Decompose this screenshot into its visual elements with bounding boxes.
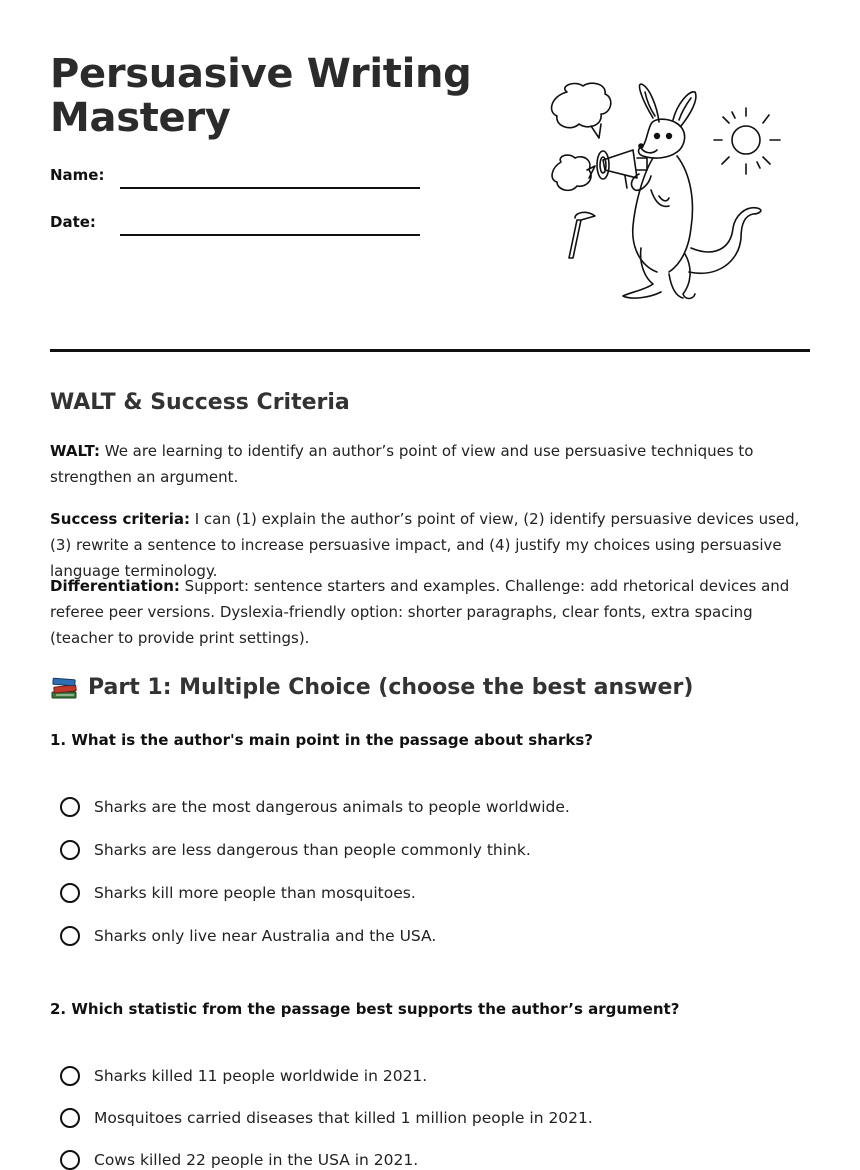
question-2-option-a[interactable] bbox=[60, 1066, 427, 1086]
sun-icon bbox=[714, 108, 780, 174]
radio-button[interactable] bbox=[60, 1066, 80, 1086]
option-label: Mosquitoes carried diseases that killed 1 million people in 2021. bbox=[94, 1109, 593, 1127]
name-field[interactable] bbox=[120, 187, 420, 189]
question-2-option-b[interactable] bbox=[60, 1108, 593, 1128]
question-1-option-b[interactable] bbox=[60, 840, 531, 860]
option-label: Sharks killed 11 people worldwide in 2021. bbox=[94, 1067, 428, 1085]
speech-bubble-icon bbox=[552, 83, 611, 128]
differentiation-text: Support: sentence starters and examples. Challenge: add rhetorical devices and referee peer versions. Dyslexia-friendly option: shorter paragraphs, clear fonts, extra spacing (teacher to provide print settings). bbox=[50, 577, 790, 647]
kangaroo-megaphone-illustration bbox=[545, 78, 790, 313]
radio-button[interactable] bbox=[60, 840, 80, 860]
header-divider bbox=[50, 349, 810, 352]
differentiation-paragraph bbox=[50, 573, 812, 651]
date-field[interactable] bbox=[120, 234, 420, 236]
walt-paragraph bbox=[50, 438, 812, 490]
name-label: Name: bbox=[50, 166, 105, 184]
radio-button[interactable] bbox=[60, 1150, 80, 1170]
walt-text: We are learning to identify an author’s point of view and use persuasive techniques to strengthen an argument. bbox=[50, 442, 754, 486]
speech-bubble-small-icon bbox=[552, 155, 591, 190]
part1-heading bbox=[50, 675, 693, 700]
question-2-option-c[interactable] bbox=[60, 1150, 418, 1170]
sign-post-icon bbox=[569, 220, 581, 258]
books-icon bbox=[50, 676, 78, 700]
date-label: Date: bbox=[50, 213, 96, 231]
success-criteria-label: Success criteria: bbox=[50, 510, 190, 528]
question-1: 1. What is the author's main point in the passage about sharks? bbox=[50, 731, 594, 749]
walt-heading: WALT & Success Criteria bbox=[50, 390, 350, 415]
success-criteria-text: I can (1) explain the author’s point of view, (2) identify persuasive devices used, (3) rewrite a sentence to increase persuasive impact, and (4) justify my choices using persuasive language terminology. bbox=[50, 510, 800, 580]
option-label: Sharks are the most dangerous animals to people worldwide. bbox=[94, 798, 570, 816]
part1-heading-text: Part 1: Multiple Choice (choose the best answer) bbox=[88, 675, 694, 700]
question-2: 2. Which statistic from the passage best supports the author’s argument? bbox=[50, 1000, 680, 1018]
radio-button[interactable] bbox=[60, 797, 80, 817]
option-label: Sharks kill more people than mosquitoes. bbox=[94, 884, 416, 902]
walt-label: WALT: bbox=[50, 442, 100, 460]
page-title: Persuasive Writing Mastery bbox=[50, 51, 472, 141]
differentiation-label: Differentiation: bbox=[50, 577, 180, 595]
option-label: Sharks are less dangerous than people commonly think. bbox=[94, 841, 531, 859]
option-label: Cows killed 22 people in the USA in 2021. bbox=[94, 1151, 419, 1169]
option-label: Sharks only live near Australia and the USA. bbox=[94, 927, 437, 945]
question-1-option-d[interactable] bbox=[60, 926, 436, 946]
radio-button[interactable] bbox=[60, 926, 80, 946]
radio-button[interactable] bbox=[60, 883, 80, 903]
megaphone-icon bbox=[597, 150, 647, 188]
question-1-option-c[interactable] bbox=[60, 883, 416, 903]
radio-button[interactable] bbox=[60, 1108, 80, 1128]
question-1-option-a[interactable] bbox=[60, 797, 570, 817]
